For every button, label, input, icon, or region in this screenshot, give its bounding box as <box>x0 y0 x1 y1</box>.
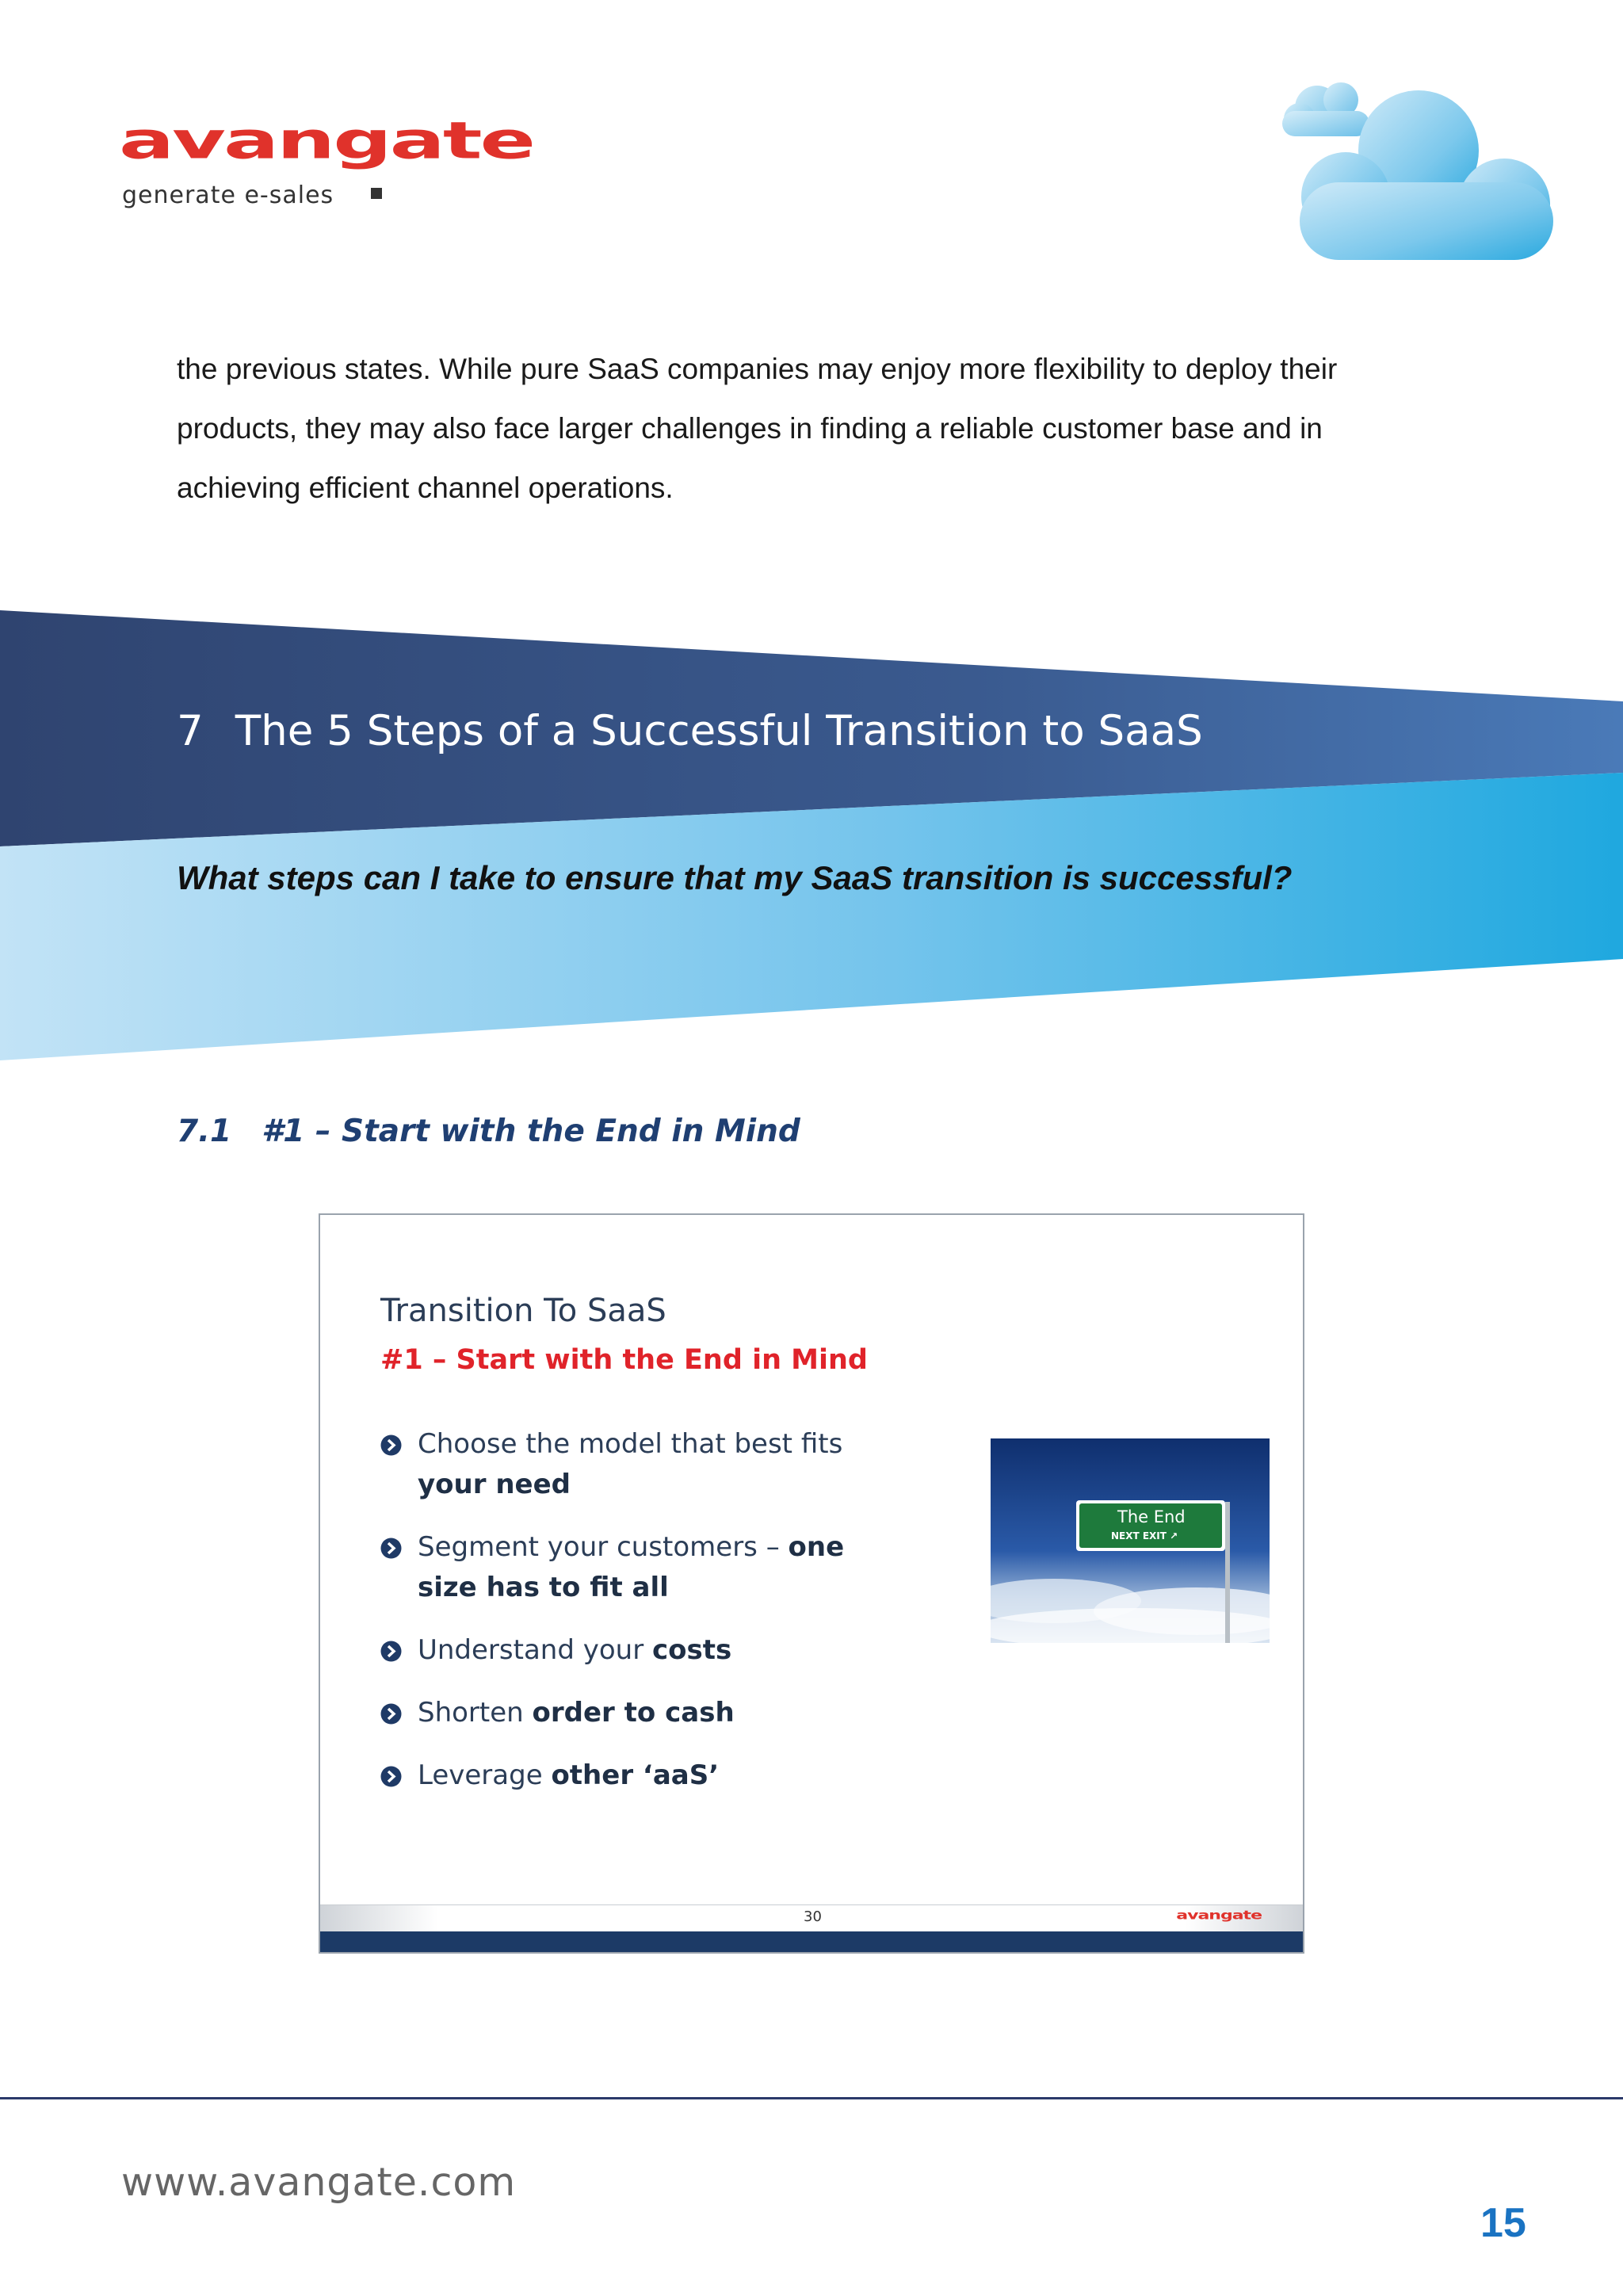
slide-footer-strip <box>320 1931 1303 1952</box>
section-number: 7.1 <box>177 1114 232 1149</box>
list-item: Leverage other ‘aaS’ <box>380 1755 888 1796</box>
presentation-slide <box>319 1213 1304 1954</box>
footer-divider <box>0 2097 1623 2099</box>
chapter-title-text: The 5 Steps of a Successful Transition to SaaS <box>235 707 1203 755</box>
chevron-circle-icon <box>380 1641 402 1662</box>
list-item: Choose the model that best fits your need <box>380 1424 888 1505</box>
chapter-question: What steps can I take to ensure that my SaaS transition is successful? <box>177 859 1293 896</box>
logo-square-mark <box>371 188 382 199</box>
slide-footer <box>320 1904 1303 1952</box>
section-heading <box>177 1114 800 1149</box>
avangate-logo <box>119 110 594 210</box>
footer-website: www.avangate.com <box>121 2160 517 2205</box>
sign-text: The End <box>1117 1507 1186 1526</box>
slide-subtitle: #1 – Start with the End in Mind <box>380 1344 868 1376</box>
cloud-icon <box>1252 63 1569 269</box>
slide-title: Transition To SaaS <box>380 1293 666 1329</box>
logo-tagline: generate e-sales <box>122 181 334 209</box>
chapter-banner <box>0 610 1623 1070</box>
slide-footer-logo: avangate <box>1176 1908 1262 1923</box>
list-item: Shorten order to cash <box>380 1693 888 1733</box>
page-number: 15 <box>1480 2200 1526 2246</box>
section-title: #1 – Start with the End in Mind <box>262 1114 800 1149</box>
list-item: Segment your customers – one size has to fit all <box>380 1527 888 1608</box>
chapter-number: 7 <box>177 707 204 755</box>
chevron-circle-icon <box>380 1703 402 1725</box>
intro-paragraph: the previous states. While pure SaaS companies may enjoy more flexibility to deploy their products, they may also face larger challenges in finding a reliable customer base and in achieving efficient channel operations. <box>177 353 1338 504</box>
chevron-circle-icon <box>380 1766 402 1787</box>
chevron-circle-icon <box>380 1435 402 1456</box>
slide-bullet-list <box>380 1424 888 1818</box>
chevron-circle-icon <box>380 1538 402 1559</box>
sign-subtext: NEXT EXIT ↗ <box>1111 1530 1178 1541</box>
chapter-title <box>177 707 1203 755</box>
slide-page-number: 30 <box>804 1908 822 1925</box>
list-item: Understand your costs <box>380 1630 888 1671</box>
the-end-sign-image <box>991 1438 1270 1643</box>
logo-wordmark: avangate <box>119 110 534 171</box>
